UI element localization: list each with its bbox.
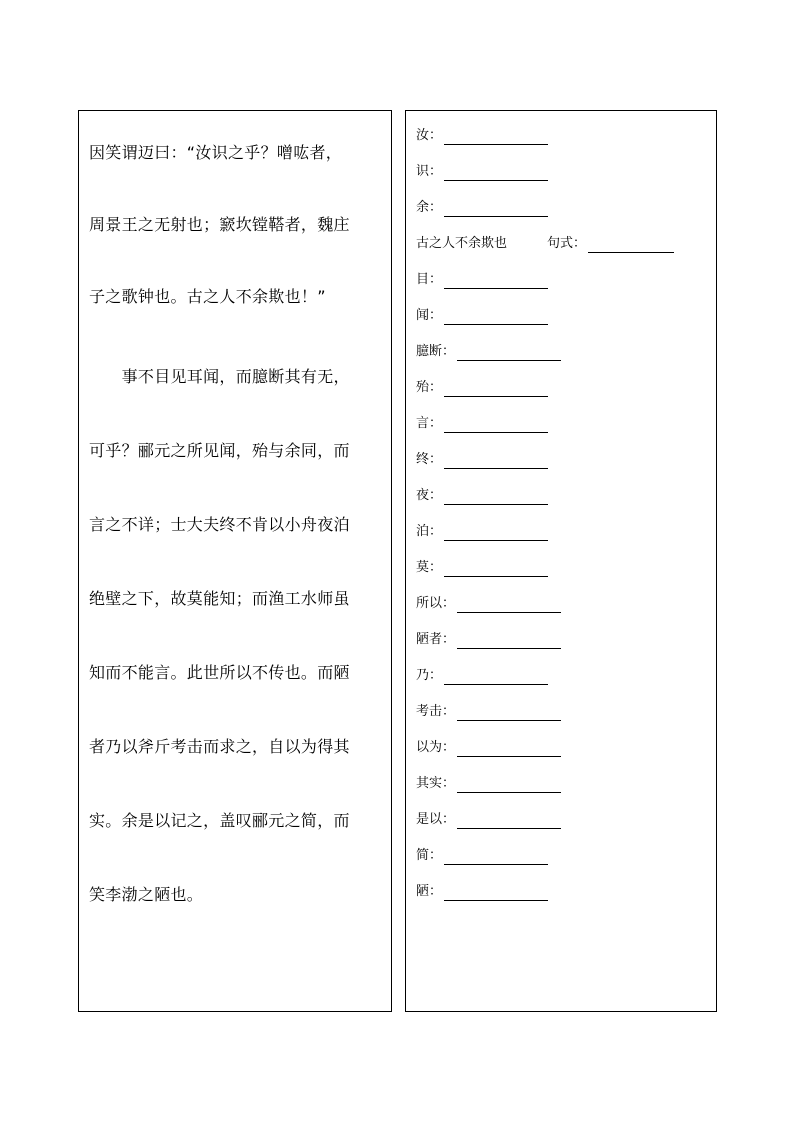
vocab-label: 其实：: [416, 776, 456, 791]
vocab-item: [416, 379, 548, 397]
answer-blank[interactable]: [457, 706, 561, 721]
passage-line: 因笑谓迈曰：“汝识之乎？噌吰者，: [89, 143, 343, 162]
vocab-label: 臆断：: [416, 344, 456, 359]
passage-panel: [78, 110, 392, 1012]
vocab-item: [416, 739, 561, 757]
answer-blank[interactable]: [444, 850, 548, 865]
vocab-item: [416, 271, 548, 289]
vocab-label: 识：: [416, 164, 443, 179]
vocab-label: 是以：: [416, 812, 456, 827]
vocab-item: [416, 127, 548, 145]
vocab-label: 夜：: [416, 488, 443, 503]
answer-blank[interactable]: [444, 418, 548, 433]
answer-blank[interactable]: [444, 274, 548, 289]
answer-blank[interactable]: [444, 562, 548, 577]
answer-blank[interactable]: [444, 454, 548, 469]
vocab-item: [416, 775, 561, 793]
passage-line: 知而不能言。此世所以不传也。而陋: [89, 663, 350, 682]
vocab-label: 余：: [416, 200, 443, 215]
answer-blank[interactable]: [444, 490, 548, 505]
answer-blank[interactable]: [444, 166, 548, 181]
answer-blank[interactable]: [457, 346, 561, 361]
vocab-label: 陋者：: [416, 632, 456, 647]
vocab-item: [416, 451, 548, 469]
passage-line: 子之歌钟也。古之人不余欺也！”: [89, 287, 326, 306]
vocab-item: [416, 343, 561, 361]
vocab-item: [416, 595, 561, 613]
vocab-label: 考击：: [416, 704, 456, 719]
passage-line: 事不目见耳闻，而臆断其有无，: [89, 367, 350, 386]
answer-blank[interactable]: [444, 670, 548, 685]
exercise-panel: [405, 110, 717, 1012]
vocab-label: 陋：: [416, 884, 443, 899]
vocab-label: 终：: [416, 452, 443, 467]
vocab-label: 泊：: [416, 524, 443, 539]
passage-line: 周景王之无射也；窾坎镗鞳者，魏庄: [89, 215, 350, 234]
vocab-label: 殆：: [416, 380, 443, 395]
answer-blank[interactable]: [444, 310, 548, 325]
vocab-label: 句式：: [547, 236, 587, 251]
answer-blank[interactable]: [444, 202, 548, 217]
vocab-label: 简：: [416, 848, 443, 863]
vocab-item: [416, 811, 561, 829]
answer-blank[interactable]: [457, 598, 561, 613]
answer-blank[interactable]: [457, 634, 561, 649]
vocab-label: 所以：: [416, 596, 456, 611]
vocab-item: [416, 235, 674, 253]
vocab-item: [416, 883, 548, 901]
vocab-item: [416, 847, 548, 865]
vocab-label: 乃：: [416, 668, 443, 683]
answer-blank[interactable]: [457, 742, 561, 757]
vocab-item: [416, 523, 548, 541]
vocab-item: [416, 667, 548, 685]
answer-blank[interactable]: [457, 778, 561, 793]
vocab-item: [416, 559, 548, 577]
vocab-item: [416, 631, 561, 649]
vocab-item: [416, 199, 548, 217]
vocab-label: 闻：: [416, 308, 443, 323]
passage-line: 者乃以斧斤考击而求之，自以为得其: [89, 737, 350, 756]
vocab-label: 以为：: [416, 740, 456, 755]
vocab-label: 言：: [416, 416, 443, 431]
passage-line: 言之不详；士大夫终不肯以小舟夜泊: [89, 515, 350, 534]
answer-blank[interactable]: [444, 886, 548, 901]
vocab-item: [416, 163, 548, 181]
passage-line: 绝壁之下，故莫能知；而渔工水师虽: [89, 589, 350, 608]
answer-blank[interactable]: [444, 130, 548, 145]
vocab-item: [416, 307, 548, 325]
vocab-label: 目：: [416, 272, 443, 287]
passage-line: 可乎？郦元之所见闻，殆与余同，而: [89, 441, 350, 460]
answer-blank[interactable]: [444, 382, 548, 397]
vocab-label: 汝：: [416, 128, 443, 143]
answer-blank[interactable]: [444, 526, 548, 541]
vocab-item: [416, 703, 561, 721]
vocab-item: [416, 415, 548, 433]
answer-blank[interactable]: [457, 814, 561, 829]
passage-line: 笑李渤之陋也。: [89, 885, 204, 904]
vocab-item: [416, 487, 548, 505]
passage-line: 实。余是以记之，盖叹郦元之简，而: [89, 811, 350, 830]
answer-blank[interactable]: [588, 238, 674, 253]
vocab-label: 莫：: [416, 560, 443, 575]
vocab-label: 古之人不余欺也: [416, 236, 508, 251]
